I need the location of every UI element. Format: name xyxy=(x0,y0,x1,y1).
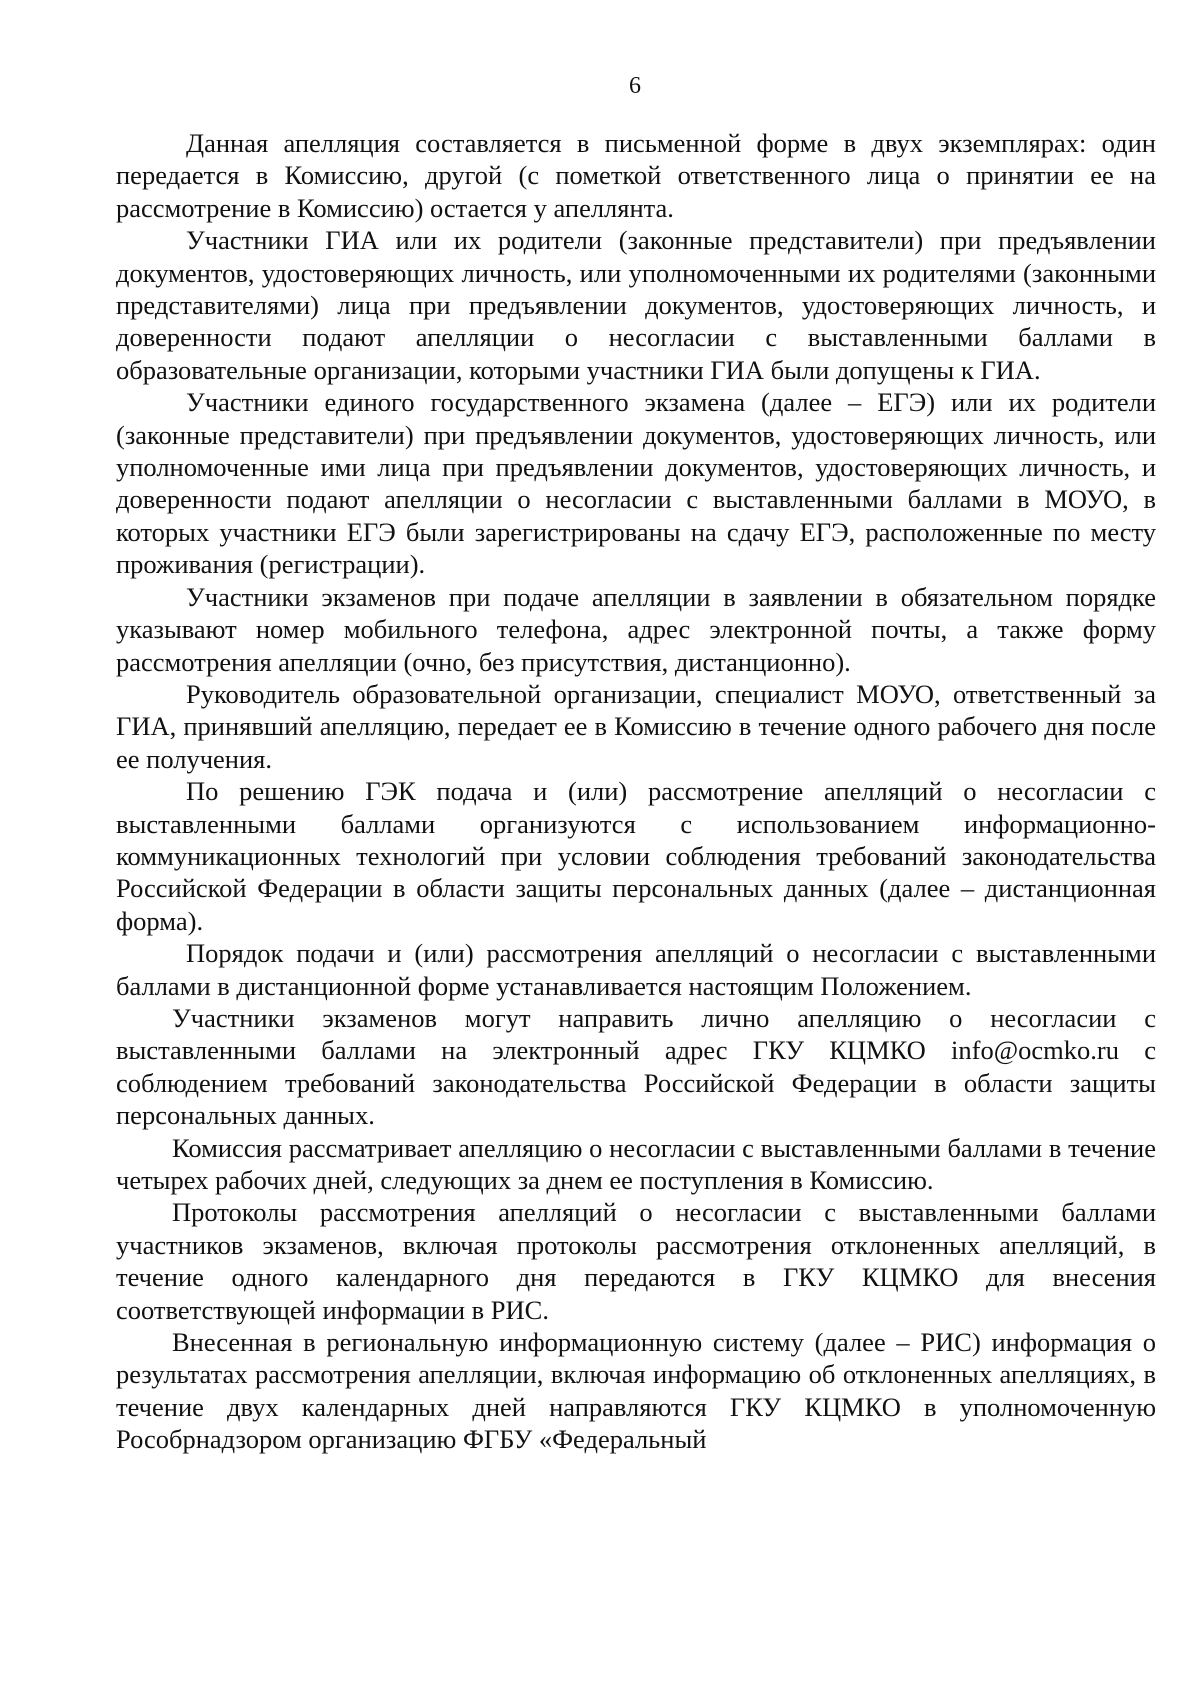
document-body xyxy=(116,127,1156,1456)
paragraph-contact-details: Участники экзаменов при подаче апелляции в заявлении в обязательном порядке указывают номер мобильного телефона, адрес электронной почты, а также форму рассмотрения апелляции (очно, без присутствия, дистанционно). xyxy=(116,581,1156,677)
paragraph-ris-information: Внесенная в региональную информационную систему (далее – РИС) информация о результатах рассмотрения апелляции, включая информацию об отклоненных апелляциях, в течение двух календарных дней направляются ГКУ КЦМКО в уполномоченную Рособрнадзором организацию ФГБУ «Федеральный xyxy=(116,1327,1156,1455)
paragraph-head-of-organization: Руководитель образовательной организации, специалист МОУО, ответственный за ГИА, принявший апелляцию, передает ее в Комиссию в течение одного рабочего дня после ее получения. xyxy=(116,678,1156,774)
page-number: 6 xyxy=(629,73,641,99)
paragraph-email-submission: Участники экзаменов могут направить лично апелляцию о несогласии с выставленными баллами на электронный адрес ГКУ КЦМКО info@ocmko.ru с соблюдением требований законодательства Российской Федерации в области защиты персональных данных. xyxy=(116,1002,1156,1131)
paragraph-protocols: Протоколы рассмотрения апелляций о несогласии с выставленными баллами участников экзаменов, включая протоколы рассмотрения отклоненных апелляций, в течение одного календарного дня передаются в ГКУ КЦМКО для внесения соответствующей информации в РИС. xyxy=(116,1197,1156,1325)
paragraph-appeal-copies: Данная апелляция составляется в письменной форме в двух экземплярах: один передается в Комиссию, другой (с пометкой ответственного лица о принятии ее на рассмотрение в Комиссию) остается у апеллянта. xyxy=(116,128,1156,223)
paragraph-gia-participants: Участники ГИА или их родители (законные представители) при предъявлении документов, удостоверяющих личность, или уполномоченными их родителями (законными представителями) лица при предъявлении документов, удостоверяющих личность, и доверенности подают апелляции о несогласии с выставленными баллами в образовательные организации, которыми участники ГИА были допущены к ГИА. xyxy=(116,225,1156,385)
paragraph-ege-participants: Участники единого государственного экзамена (далее – ЕГЭ) или их родители (законные представители) при предъявлении документов, удостоверяющих личность, или уполномоченные ими лица при предъявлении документов, удостоверяющих личность, и доверенности подают апелляции о несогласии с выставленными баллами в МОУО, в которых участники ЕГЭ были зарегистрированы на сдачу ЕГЭ, расположенные по месту проживания (регистрации). xyxy=(116,387,1156,580)
paragraph-review-period: Комиссия рассматривает апелляцию о несогласии с выставленными баллами в течение четырех рабочих дней, следующих за днем ее поступления в Комиссию. xyxy=(116,1132,1156,1195)
paragraph-remote-procedure: Порядок подачи и (или) рассмотрения апелляций о несогласии с выставленными баллами в дистанционной форме устанавливается настоящим Положением. xyxy=(116,938,1156,1001)
paragraph-gek-decision: По решению ГЭК подача и (или) рассмотрение апелляций о несогласии с выставленными баллами организуются с использованием информационно-коммуникационных технологий при условии соблюдения требований законодательства Российской Федерации в области защиты персональных данных (далее – дистанционная форма). xyxy=(116,776,1156,936)
